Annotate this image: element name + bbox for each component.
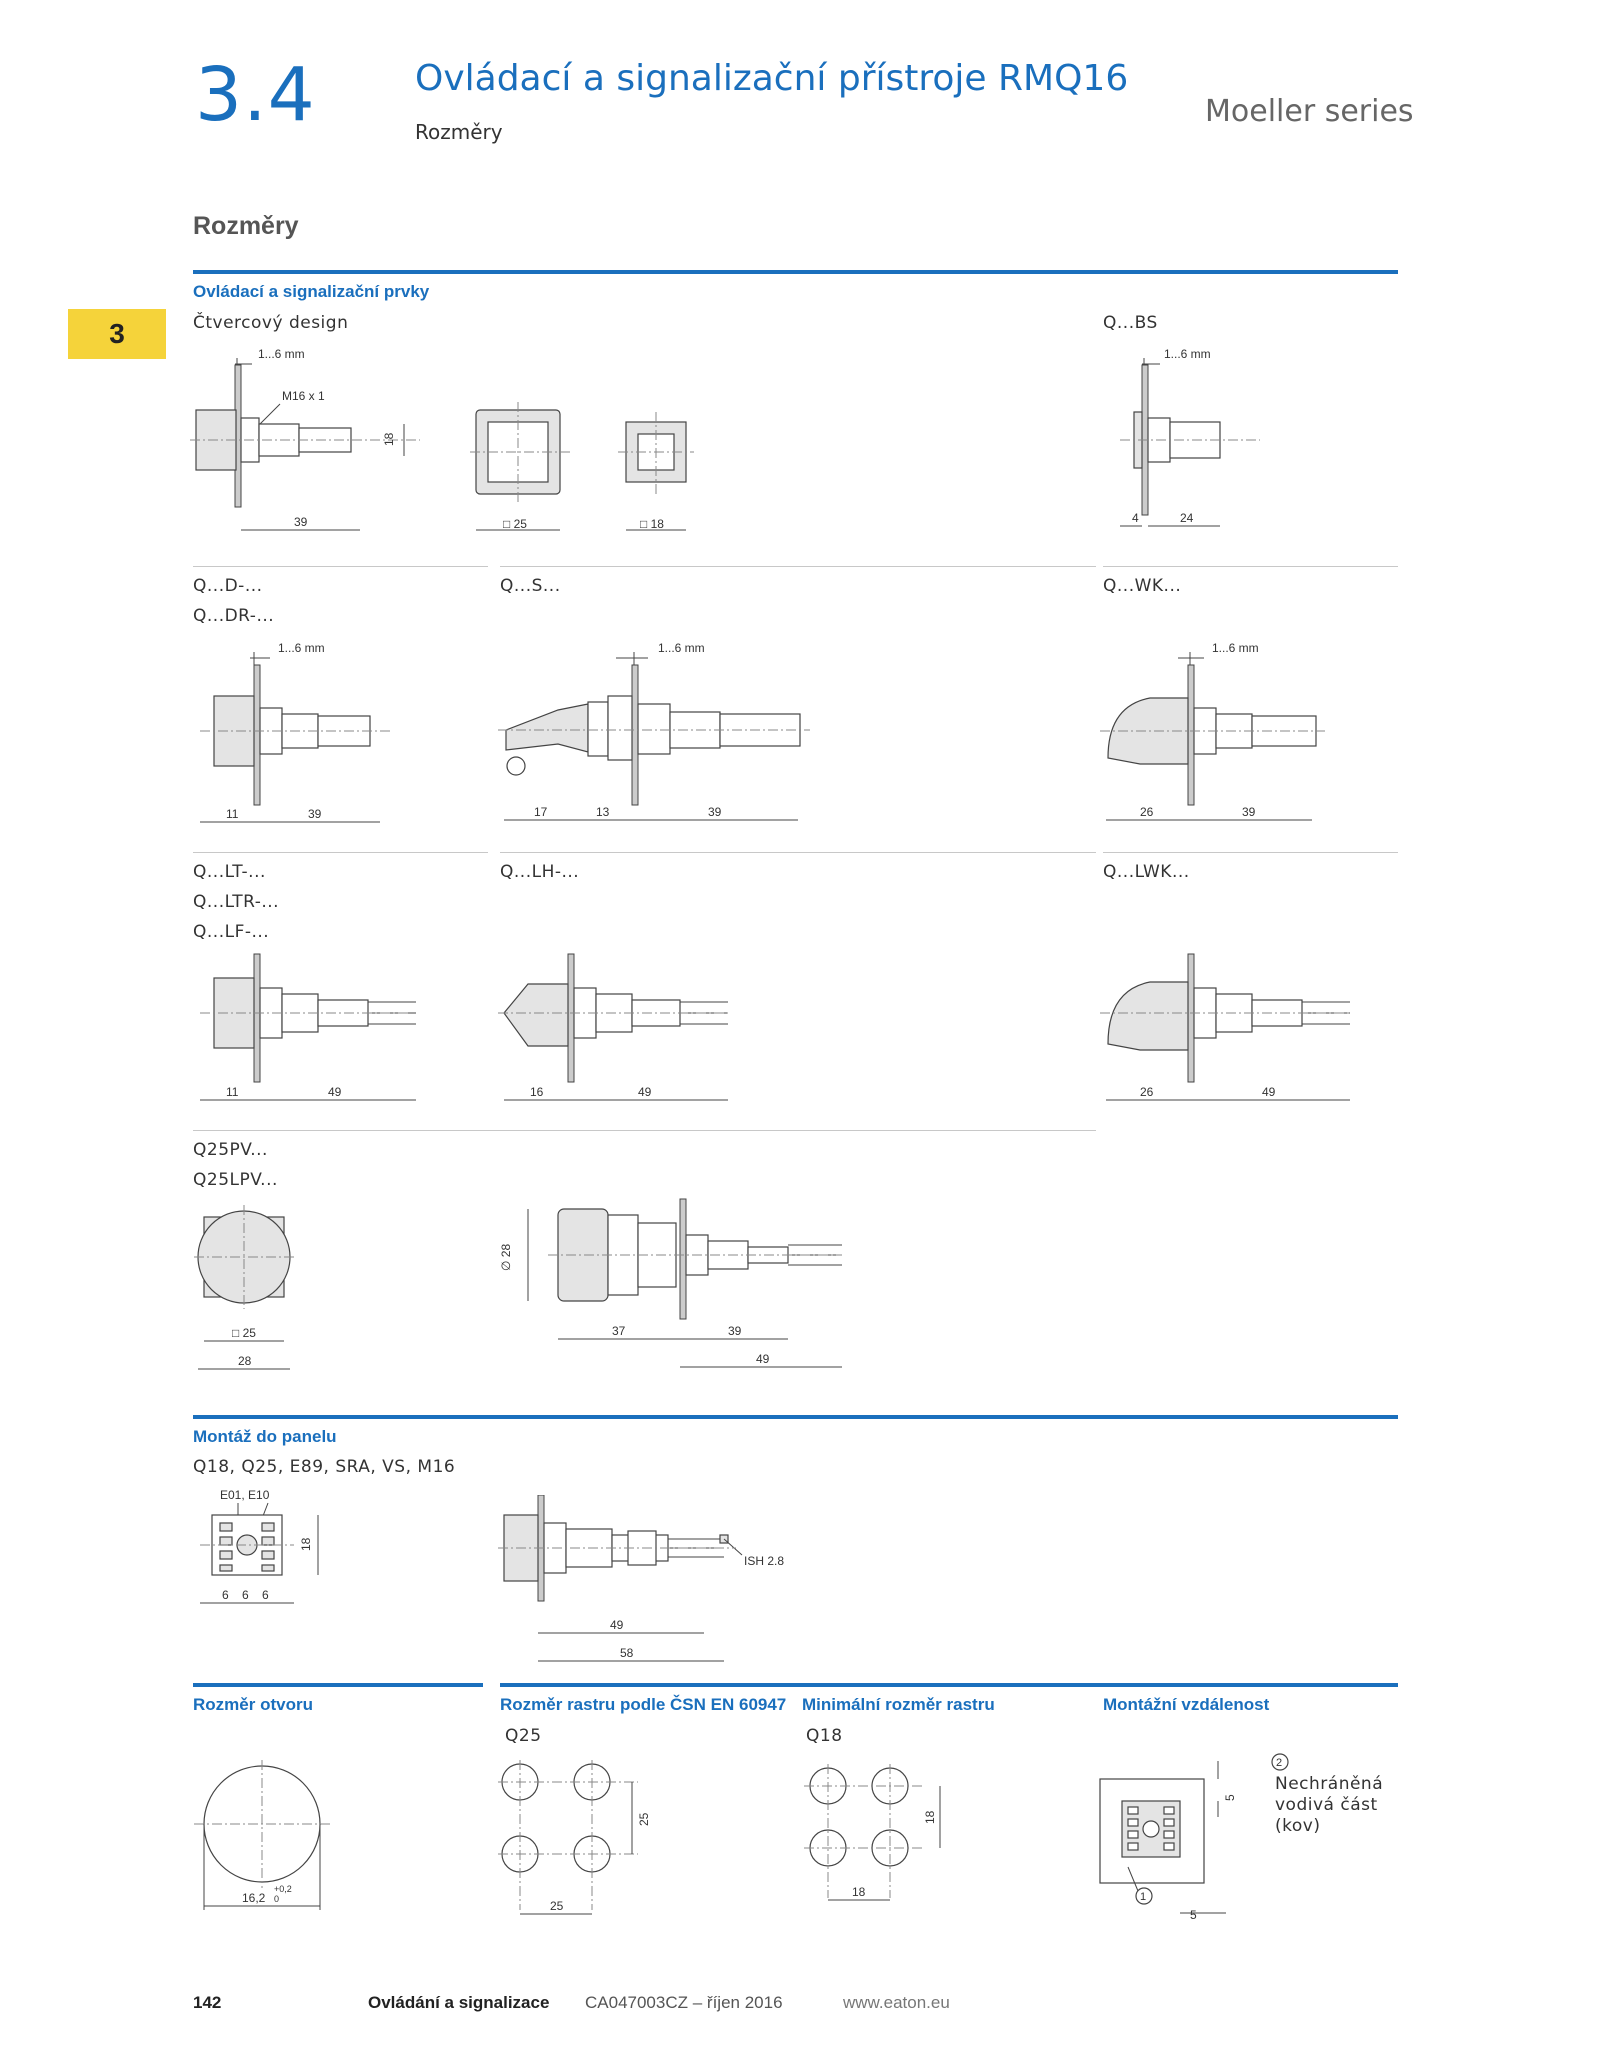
drawing-q25pv-front [190, 1205, 300, 1385]
drawing-square-front-25 [470, 400, 580, 545]
section-bar [193, 1415, 1398, 1419]
label-q-dr: Q...DR-... [193, 606, 275, 626]
drawing-q-lwk [1100, 950, 1360, 1110]
drawing-hole [190, 1760, 340, 1920]
section-number: 3.4 [195, 52, 316, 138]
chapter-tab[interactable]: 3 [68, 309, 166, 359]
dim-5: 5 [1223, 1794, 1237, 1801]
dim-m16: M16 x 1 [282, 389, 325, 403]
dim-11: 11 [226, 807, 239, 821]
dim-16: 16 [530, 1085, 544, 1099]
dim-39: 39 [728, 1324, 742, 1338]
dim-49: 49 [638, 1085, 652, 1099]
drawing-grid-q18 [800, 1762, 950, 1912]
dim-26: 26 [1140, 1085, 1154, 1099]
label-q-lwk: Q...LWK... [1103, 862, 1190, 882]
drawing-q-lh [498, 950, 758, 1110]
label-q18: Q18 [806, 1726, 843, 1746]
drawing-q-bs [1100, 340, 1310, 540]
dim-18: 18 [923, 1810, 937, 1824]
drawing-square-side [190, 340, 440, 540]
dim-dia28: ∅ 28 [499, 1243, 513, 1271]
dim-49: 49 [756, 1352, 770, 1366]
dim-39: 39 [294, 515, 308, 529]
dim-26: 26 [1140, 805, 1154, 819]
drawing-grid-q25 [498, 1760, 678, 1930]
drawing-q-d [190, 640, 400, 830]
label-q-bs: Q...BS [1103, 313, 1158, 333]
dim-37: 37 [612, 1324, 626, 1338]
drawing-square-front-18 [618, 410, 703, 540]
footer-doc-code: CA047003CZ – říjen 2016 [585, 1993, 783, 2012]
footer-doc-title: Ovládání a signalizace [368, 1993, 550, 2012]
label-mount-types: Q18, Q25, E89, SRA, VS, M16 [193, 1457, 456, 1477]
label-q-ltr: Q...LTR-... [193, 892, 280, 912]
dim-range: 1...6 mm [658, 641, 705, 655]
dim-18: 18 [852, 1885, 866, 1899]
label-q-wk: Q...WK... [1103, 576, 1182, 596]
legend-conductive-part: Nechráněná vodivá část (kov) [1275, 1774, 1384, 1836]
dim-6: 6 [242, 1588, 249, 1602]
drawing-mount-distance [1098, 1755, 1238, 1935]
label-q-d: Q...D-... [193, 576, 263, 596]
drawing-q25pv-side [498, 1195, 858, 1390]
dim-range: 1...6 mm [1212, 641, 1259, 655]
section-min-grid: Minimální rozměr rastru [802, 1695, 995, 1714]
section-grid: Rozměr rastru podle ČSN EN 60947 [500, 1695, 787, 1714]
section-mounting: Montáž do panelu [193, 1427, 337, 1446]
callout-2: 2 [1276, 1757, 1283, 1769]
dim-49: 49 [610, 1618, 624, 1632]
label-q25pv: Q25PV... [193, 1140, 268, 1160]
dim-6: 6 [222, 1588, 229, 1602]
dim-13: 13 [596, 805, 610, 819]
dim-tol-down: 0 [274, 1894, 280, 1904]
page-title: Ovládací a signalizační přístroje RMQ16 [415, 58, 1129, 99]
section-hole: Rozměr otvoru [193, 1695, 313, 1714]
dim-39: 39 [308, 807, 322, 821]
drawing-q-wk [1100, 640, 1330, 830]
dim-24: 24 [1180, 511, 1194, 525]
dim-range: 1...6 mm [258, 347, 305, 361]
footer-url[interactable]: www.eaton.eu [843, 1993, 950, 2012]
dim-sq25: □ 25 [503, 517, 527, 531]
dim-4: 4 [1132, 511, 1139, 525]
dim-25: 25 [637, 1812, 651, 1826]
dim-range: 1...6 mm [278, 641, 325, 655]
label-q25: Q25 [505, 1726, 542, 1746]
label-square-design: Čtvercový design [193, 313, 349, 333]
section-bar [193, 1683, 483, 1687]
section-distance: Montážní vzdálenost [1103, 1695, 1270, 1714]
dim-tol-up: +0,2 [274, 1884, 292, 1894]
page-number: 142 [193, 1993, 222, 2012]
label-q-s: Q...S... [500, 576, 561, 596]
page-subtitle: Rozměry [415, 120, 503, 144]
dim-17: 17 [534, 805, 548, 819]
dim-sq18: □ 18 [640, 517, 664, 531]
callout-1: 1 [1140, 1891, 1147, 1903]
dim-39: 39 [1242, 805, 1256, 819]
dim-6: 6 [262, 1588, 269, 1602]
dim-ish: ISH 2.8 [744, 1554, 785, 1568]
section-controls: Ovládací a signalizační prvky [193, 282, 430, 301]
dim-18: 18 [299, 1537, 313, 1551]
drawing-mount-side [498, 1495, 818, 1675]
section-bar [500, 1683, 1398, 1687]
dim-28: 28 [238, 1354, 252, 1368]
dim-11: 11 [226, 1085, 239, 1099]
drawing-q-lt [190, 950, 430, 1110]
dim-39: 39 [708, 805, 722, 819]
label-q-lt: Q...LT-... [193, 862, 266, 882]
callout-2-marker [1270, 1752, 1290, 1772]
section-heading: Rozměry [193, 212, 299, 240]
label-q-lh: Q...LH-... [500, 862, 580, 882]
drawing-q-s [498, 640, 818, 830]
dim-49: 49 [1262, 1085, 1276, 1099]
dim-e01: E01, E10 [220, 1488, 270, 1502]
dim-5: 5 [1190, 1908, 1197, 1922]
dim-49: 49 [328, 1085, 342, 1099]
dim-hole: 16,2 [242, 1891, 266, 1905]
label-q25lpv: Q25LPV... [193, 1170, 278, 1190]
section-bar [193, 270, 1398, 274]
label-q-lf: Q...LF-... [193, 922, 270, 942]
dim-25: 25 [550, 1899, 564, 1913]
dim-sq25: □ 25 [232, 1326, 256, 1340]
series-label: Moeller series [1205, 94, 1414, 129]
dim-18: 18 [382, 432, 396, 446]
dim-58: 58 [620, 1646, 634, 1660]
dim-range: 1...6 mm [1164, 347, 1211, 361]
drawing-mount-back [190, 1485, 330, 1620]
